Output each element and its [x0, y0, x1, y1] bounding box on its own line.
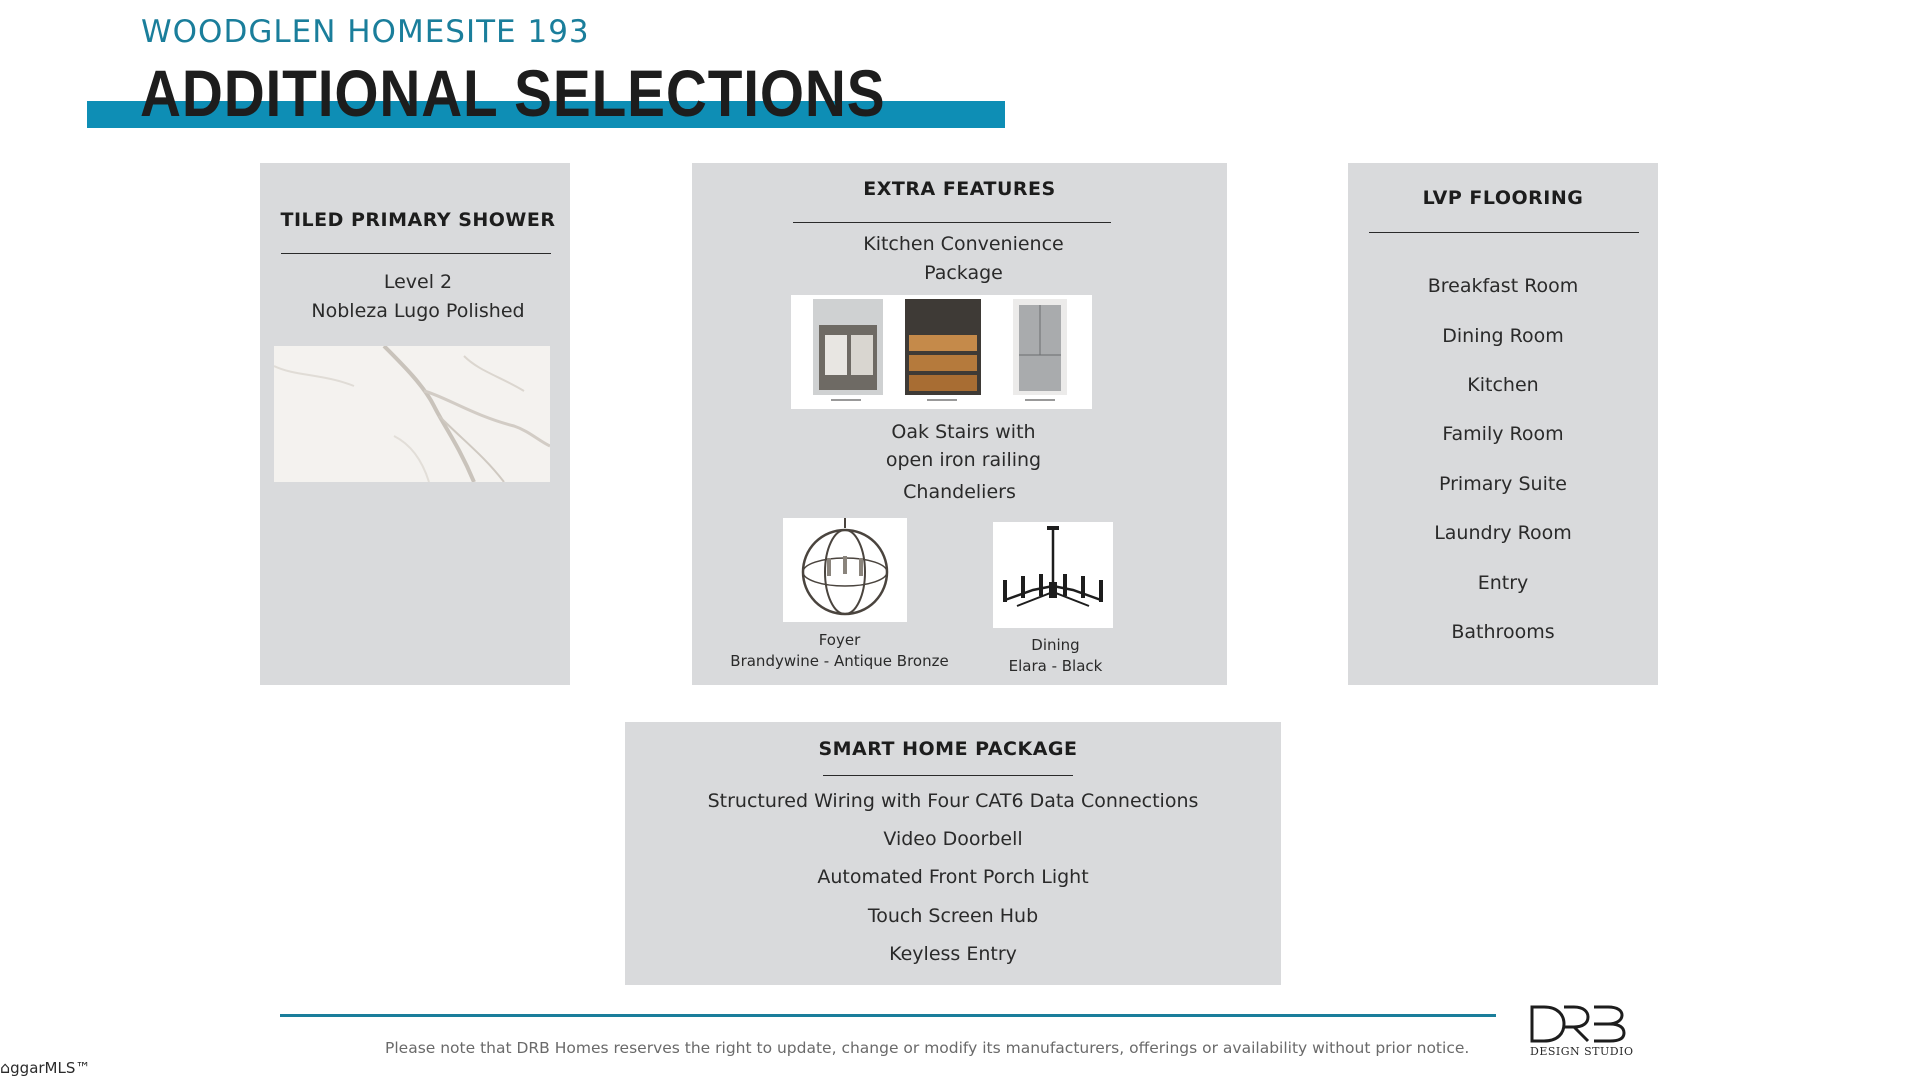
smart-home-divider — [823, 775, 1073, 776]
homesite-subtitle: WOODGLEN HOMESITE 193 — [141, 14, 590, 50]
house-icon: ⌂ — [0, 1058, 11, 1077]
shower-panel — [260, 163, 570, 685]
smart-home-item: Structured Wiring with Four CAT6 Data Connections — [707, 790, 1199, 812]
marble-tile-image — [274, 346, 550, 482]
disclaimer-text: Please note that DRB Homes reserves the right to update, change or modify its manufacturers, offerings or availability without prior notice. — [385, 1039, 1470, 1057]
flooring-room: Primary Suite — [1439, 473, 1567, 495]
linear-chandelier — [993, 522, 1113, 628]
flooring-panel — [1348, 163, 1658, 685]
shower-material: Nobleza Lugo Polished — [311, 300, 525, 322]
smart-home-item: Touch Screen Hub — [867, 905, 1039, 927]
smart-home-item: Keyless Entry — [889, 943, 1017, 965]
dining-chandelier-image — [993, 522, 1113, 628]
shower-level: Level 2 — [383, 271, 453, 293]
flooring-room: Dining Room — [1442, 325, 1564, 347]
orb-chandelier — [783, 518, 907, 622]
foyer-chandelier-image — [783, 518, 907, 622]
flooring-room: Entry — [1477, 572, 1529, 594]
flooring-room: Bathrooms — [1451, 621, 1555, 643]
page-title: ADDITIONAL SELECTIONS — [140, 56, 886, 130]
kitchen-package-line2: Package — [924, 262, 1003, 284]
extras-divider — [793, 222, 1111, 223]
dining-fixture-name: Elara - Black — [1008, 657, 1103, 675]
chandeliers-heading: Chandeliers — [903, 481, 1016, 503]
kitchen-package-image — [791, 295, 1092, 409]
smart-home-item: Automated Front Porch Light — [817, 866, 1089, 888]
extras-panel — [692, 163, 1227, 685]
mls-watermark — [0, 1058, 90, 1077]
flooring-room: Family Room — [1442, 423, 1564, 445]
oak-stairs-line2: open iron railing — [885, 449, 1042, 471]
drb-logo — [1528, 1003, 1628, 1049]
logo-subtitle: DESIGN STUDIO — [1530, 1045, 1634, 1058]
flooring-panel-title: LVP FLOORING — [1422, 187, 1584, 209]
smart-home-panel-title: SMART HOME PACKAGE — [818, 738, 1078, 760]
smart-home-item: Video Doorbell — [883, 828, 1023, 850]
flooring-room: Breakfast Room — [1427, 275, 1579, 297]
shower-panel-title: TILED PRIMARY SHOWER — [280, 209, 556, 231]
dining-label: Dining — [1031, 636, 1080, 654]
mls-text: ggarMLS™ — [10, 1059, 91, 1077]
flooring-room: Laundry Room — [1434, 522, 1572, 544]
foyer-label: Foyer — [818, 631, 861, 649]
foyer-fixture-name: Brandywine - Antique Bronze — [730, 652, 949, 670]
shower-divider — [281, 253, 551, 254]
extras-panel-title: EXTRA FEATURES — [863, 178, 1056, 200]
drb-logo-mark — [1528, 1003, 1628, 1045]
marble-texture — [274, 346, 550, 482]
smart-home-panel — [625, 722, 1281, 985]
flooring-divider — [1369, 232, 1639, 233]
footer-rule — [280, 1014, 1496, 1017]
oak-stairs-line1: Oak Stairs with — [891, 421, 1036, 443]
kitchen-package-line1: Kitchen Convenience — [863, 233, 1064, 255]
kitchen-photos — [791, 295, 1092, 409]
flooring-room: Kitchen — [1467, 374, 1539, 396]
